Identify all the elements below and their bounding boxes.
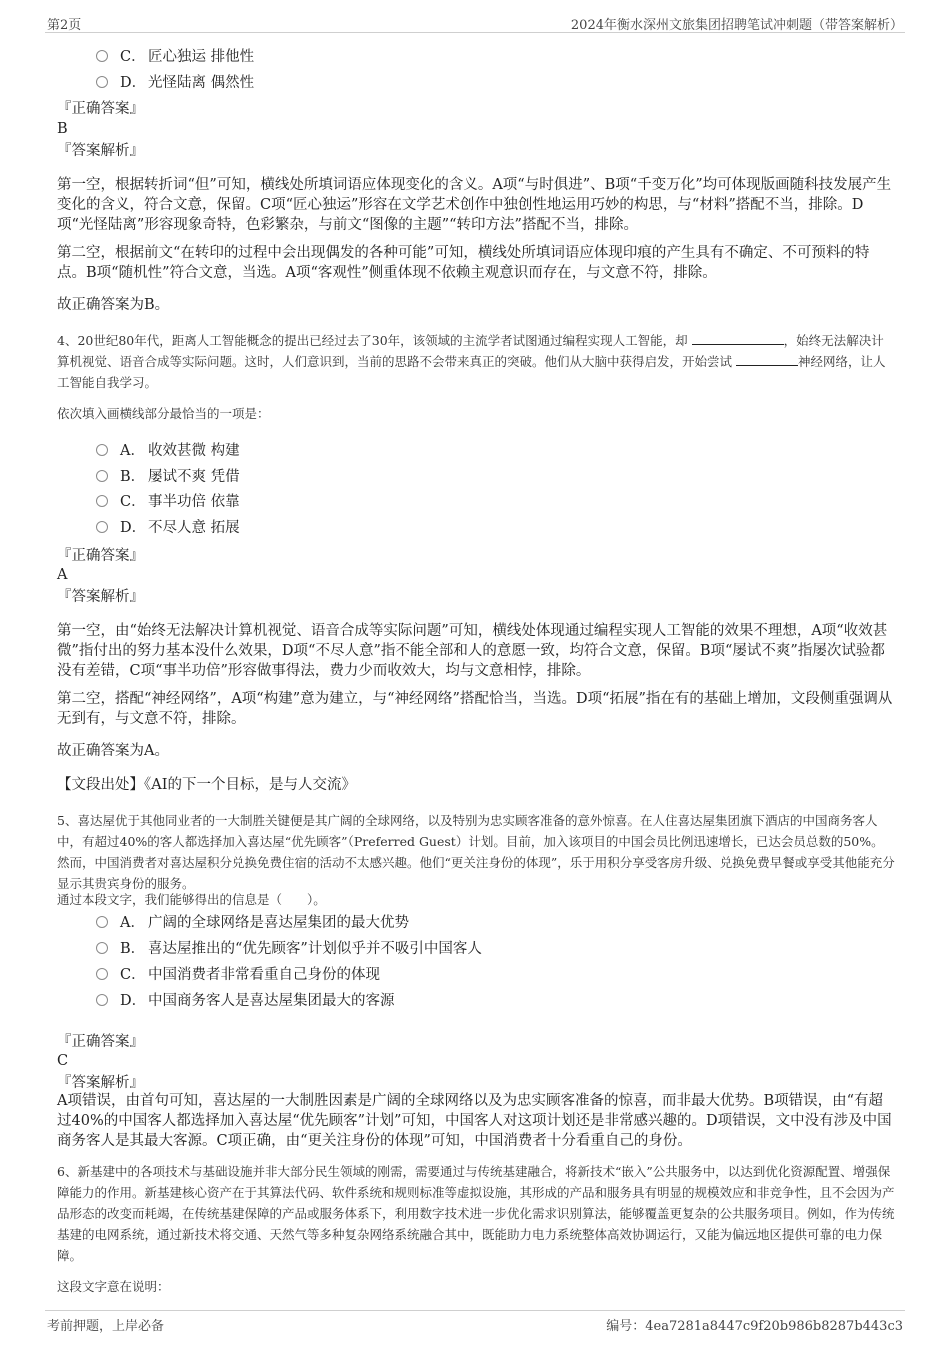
q6-stem: 6、新基建中的各项技术与基础设施并非大部分民生领域的刚需，需要通过与传统基建融合，将新技术“嵌入”公共服务中，以达到优化资源配置、增强保障能力的作用。新基建核心资产在于其算法代码、软件系统和规则标准等虚拟设施，其形成的产品和服务具有明显的规模效应和非竞争性，且不会因为产品形态的改变而耗竭，在传统基建保障的产品或服务体系下，利用数字技术进一步优化需求识别算法，能够覆盖更复杂的公共服务项目。例如，作为传统基建的电网系统，通过新技术将交通、天然气等多种复杂网络系统融合其中，既能助力电力系统整体高效协调运行，又能为偏远地区提供可靠的电力保障。 — [57, 1164, 895, 1263]
q4-conclusion: 故正确答案为A。 — [57, 743, 169, 759]
q4-analysis-para-1: 第一空，由“始终无法解决计算机视觉、语音合成等实际问题”可知，横线处体现通过编程实现人工智能的效果不理想，A项“收效甚微”指付出的努力基本没什么效果，D项“不尽人意”指不能全部和人的意愿一致，均符合文意，保留。B项“屡试不爽”指屡次试验都没有差错，C项“事半功倍”形容做事得法，费力少而收效大，均与文意相悖，排除。 — [57, 623, 888, 679]
q5-prompt: 通过本段文字，我们能够得出的信息是（ ）。 — [57, 892, 326, 907]
q5-option-c[interactable]: C． 中国消费者非常看重自己身份的体现 — [96, 964, 380, 986]
q5-option-d[interactable]: D． 中国商务客人是喜达屋集团最大的客源 — [96, 990, 395, 1012]
q3-answer-label: 『正确答案』 — [57, 101, 144, 117]
q5-analysis-label: 『答案解析』 — [57, 1075, 144, 1091]
radio-icon[interactable] — [96, 521, 108, 533]
page-header — [45, 12, 905, 33]
q5-analysis: A项错误，由首句可知，喜达屋的一大制胜因素是广阔的全球网络以及为忠实顾客准备的惊喜，而非最大优势。B项错误，由“有超过40%的中国客人都选择加入喜达屋“优先顾客”计划”可知，中国客人对这项计划还是非常感兴趣的。D项错误，文中没有涉及中国商务客人是其最大客源。C项正确，由“更关注身份的体现”可知，中国消费者十分看重自己的身份。 — [57, 1093, 892, 1149]
blank-line — [692, 332, 784, 345]
document-code: 编号：4ea7281a8447c9f20b986b8287b443c3 — [606, 1319, 903, 1334]
radio-icon[interactable] — [96, 916, 108, 928]
radio-icon[interactable] — [96, 942, 108, 954]
q4-answer-label: 『正确答案』 — [57, 548, 144, 564]
q4-prompt: 依次填入画横线部分最恰当的一项是： — [57, 406, 270, 421]
radio-icon[interactable] — [96, 76, 108, 88]
q5-option-b[interactable]: B． 喜达屋推出的“优先顾客”计划似乎并不吸引中国客人 — [96, 938, 482, 960]
radio-icon[interactable] — [96, 444, 108, 456]
q3-option-c[interactable]: C． 匠心独运 排他性 — [96, 46, 254, 68]
q6-prompt: 这段文字意在说明： — [57, 1279, 170, 1294]
q5-answer: C — [57, 1053, 69, 1069]
q4-option-c[interactable]: C． 事半功倍 依靠 — [96, 491, 240, 513]
q4-answer: A — [57, 567, 68, 583]
q4-option-b[interactable]: B． 屡试不爽 凭借 — [96, 466, 240, 488]
page-footer — [45, 1310, 905, 1337]
q3-answer: B — [57, 121, 68, 137]
radio-icon[interactable] — [96, 470, 108, 482]
q3-option-d[interactable]: D． 光怪陆离 偶然性 — [96, 72, 254, 94]
q3-analysis-para-1: 第一空，根据转折词“但”可知，横线处所填词语应体现变化的含义。A项“与时俱进”、B项“千变万化”均可体现版画随科技发展产生变化的含义，符合文意，保留。C项“匠心独运”形容在文学艺术创作中独创性地运用巧妙的构思，与“材料”搭配不当，排除。D项“光怪陆离”形容现象奇特，色彩繁杂，与前文“图像的主题”“转印方法”搭配不当，排除。 — [57, 177, 892, 233]
q5-answer-label: 『正确答案』 — [57, 1034, 144, 1050]
radio-icon[interactable] — [96, 968, 108, 980]
blank-line — [736, 353, 798, 366]
q5-option-a[interactable]: A． 广阔的全球网络是喜达屋集团的最大优势 — [96, 912, 409, 934]
radio-icon[interactable] — [96, 994, 108, 1006]
footer-slogan: 考前押题，上岸必备 — [47, 1319, 165, 1334]
q4-analysis-label: 『答案解析』 — [57, 589, 144, 605]
q4-source: 【文段出处】《AI的下一个目标，是与人交流》 — [57, 777, 356, 793]
q4-option-d[interactable]: D． 不尽人意 拓展 — [96, 517, 240, 539]
code-value: 4ea7281a8447c9f20b986b8287b443c3 — [645, 1319, 903, 1334]
q3-conclusion: 故正确答案为B。 — [57, 297, 170, 313]
q3-analysis-para-2: 第二空，根据前文“在转印的过程中会出现偶发的各种可能”可知，横线处所填词语应体现印痕的产生具有不确定、不可预料的特点。B项“随机性”符合文意，当选。A项“客观性”侧重体现不依赖主观意识而存在，与文意不符，排除。 — [57, 245, 870, 281]
q3-analysis-label: 『答案解析』 — [57, 143, 144, 159]
q4-option-a[interactable]: A． 收效甚微 构建 — [96, 440, 240, 462]
q4-stem: 4、20世纪80年代，距离人工智能概念的提出已经过去了30年，该领域的主流学者试图通过编程实现人工智能，却 ，始终无法解决计算机视觉、语音合成等实际问题。这时，人们意识到，当前的思路不会带来真正的突破。他们从大脑中获得启发，开始尝试 神经网络，让人工智能自我学习。 — [57, 333, 886, 390]
q5-stem: 5、喜达屋优于其他同业者的一大制胜关键便是其广阔的全球网络，以及特别为忠实顾客准备的意外惊喜。在人住喜达屋集团旗下酒店的中国商务客人中，有超过40%的客人都选择加入喜达屋“优先顾客”（Preferred Guest）计划。目前，加入该项目的中国会员比例迅速增长，已达会员总数的50%。然而，中国消费者对喜达屋积分兑换免费住宿的活动不太感兴趣。他们“更关注身份的体现”，乐于用积分享受客房升级、兑换免费早餐或享受其他能充分显示其贵宾身份的服务。 — [57, 813, 895, 891]
q4-analysis-para-2: 第二空，搭配“神经网络”，A项“构建”意为建立，与“神经网络”搭配恰当，当选。D项“拓展”指在有的基础上增加，文段侧重强调从无到有，与文意不符，排除。 — [57, 691, 893, 727]
radio-icon[interactable] — [96, 495, 108, 507]
page-number: 第2页 — [47, 18, 82, 33]
radio-icon[interactable] — [96, 50, 108, 62]
document-title: 2024年衡水深州文旅集团招聘笔试冲刺题（带答案解析） — [570, 18, 903, 33]
